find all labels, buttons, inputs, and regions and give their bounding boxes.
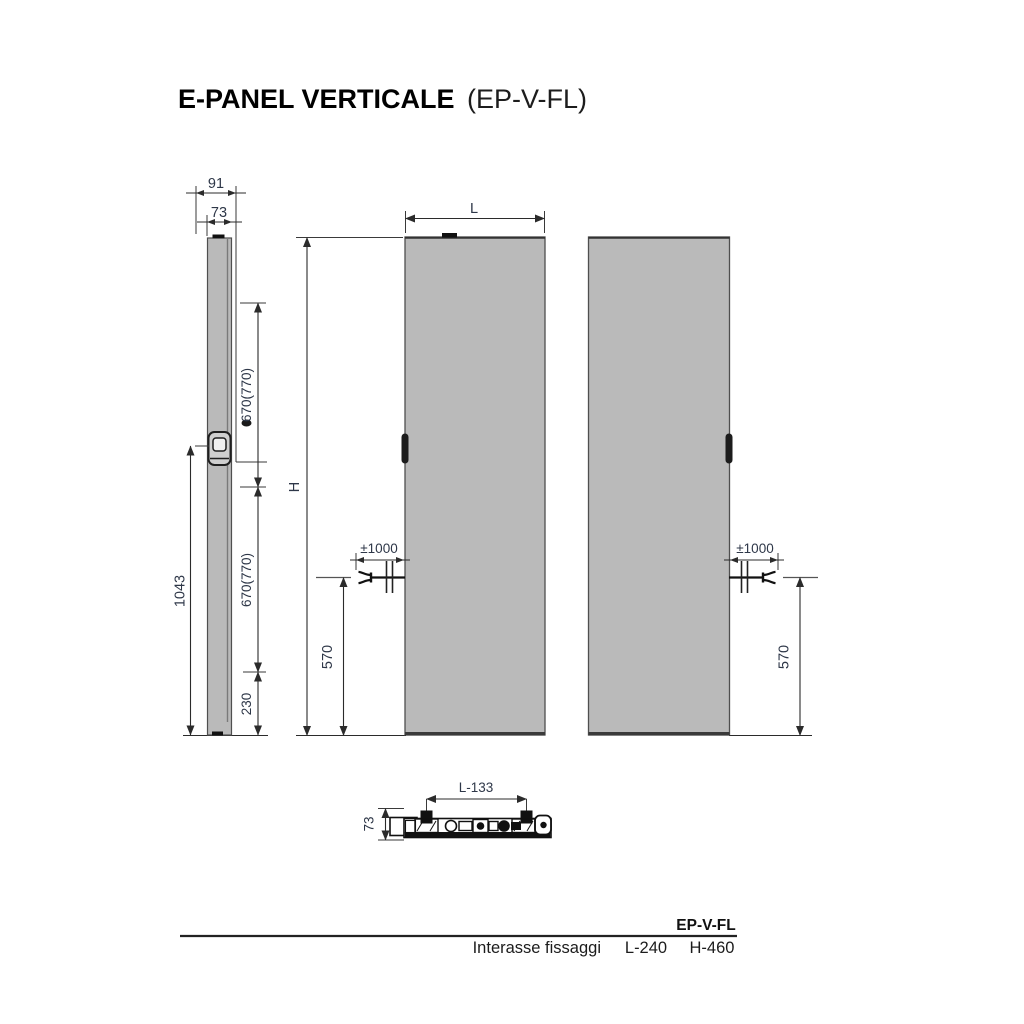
side-dim-depth-panel <box>197 205 242 236</box>
front-panel-body <box>405 237 545 735</box>
side-view <box>173 176 269 736</box>
rear-dim-cable-length <box>724 541 784 570</box>
plug-connector-icon <box>359 572 372 583</box>
side-dim-depth-panel-label: 73 <box>210 205 228 221</box>
front-dim-cable-height <box>320 578 344 736</box>
bottom-dim-bracket-spacing <box>427 780 527 812</box>
bottom-view <box>362 780 552 840</box>
rear-dim-cable-height <box>777 578 801 736</box>
front-dim-height-label: H <box>287 481 303 493</box>
rear-panel-bottom-edge <box>589 732 730 736</box>
bottom-dim-depth-label: 73 <box>361 816 377 832</box>
side-dim-upper-span-label: 670(770) <box>239 367 254 423</box>
side-dim-depth-total-label: 91 <box>207 176 225 192</box>
profile-right-cap-dot <box>540 822 546 828</box>
plug-connector-icon <box>763 572 776 583</box>
side-dim-chain <box>239 303 266 735</box>
side-bottom-tab <box>212 732 223 736</box>
front-dim-length-label: L <box>469 201 479 217</box>
front-view <box>287 201 545 736</box>
rear-cable <box>729 561 818 593</box>
front-dim-cable-length <box>350 541 410 570</box>
page-title <box>178 84 587 114</box>
bottom-profile <box>390 811 551 838</box>
front-panel-bottom-edge <box>405 732 545 736</box>
title-main: E-PANEL VERTICALE <box>178 84 455 114</box>
rear-dim-cable-length-label: ±1000 <box>736 541 774 556</box>
side-dim-box-to-floor-label: 1043 <box>172 574 189 608</box>
front-top-tab <box>442 233 457 238</box>
rear-dim-cable-height-label: 570 <box>776 644 793 670</box>
spec-row-label: Interasse fissaggi <box>472 939 601 957</box>
rear-side-bracket-bump <box>726 434 733 464</box>
front-dim-height <box>287 238 403 736</box>
side-dim-box-to-floor <box>173 446 210 735</box>
side-dim-bottom-offset-label: 230 <box>239 692 254 716</box>
mounting-post-right <box>521 811 533 824</box>
title-code: (EP-V-FL) <box>467 84 588 114</box>
front-dim-cable-length-label: ±1000 <box>360 541 398 556</box>
front-dim-length <box>406 201 545 233</box>
side-top-tab <box>213 235 225 239</box>
front-dim-cable-height-label: 570 <box>320 644 336 670</box>
spec-model-label: EP-V-FL <box>676 917 736 934</box>
rear-panel-body <box>589 237 730 735</box>
side-dim-lower-span-label: 670(770) <box>239 552 254 608</box>
front-cable <box>316 561 405 593</box>
front-side-bracket-bump <box>402 434 409 464</box>
spec-value-l: L-240 <box>624 939 668 957</box>
spec-table <box>180 917 737 957</box>
spec-value-h: H-460 <box>689 939 735 957</box>
bottom-dim-bracket-spacing-label: L-133 <box>458 780 494 795</box>
rear-view <box>589 237 819 736</box>
side-junction-box <box>209 432 231 465</box>
